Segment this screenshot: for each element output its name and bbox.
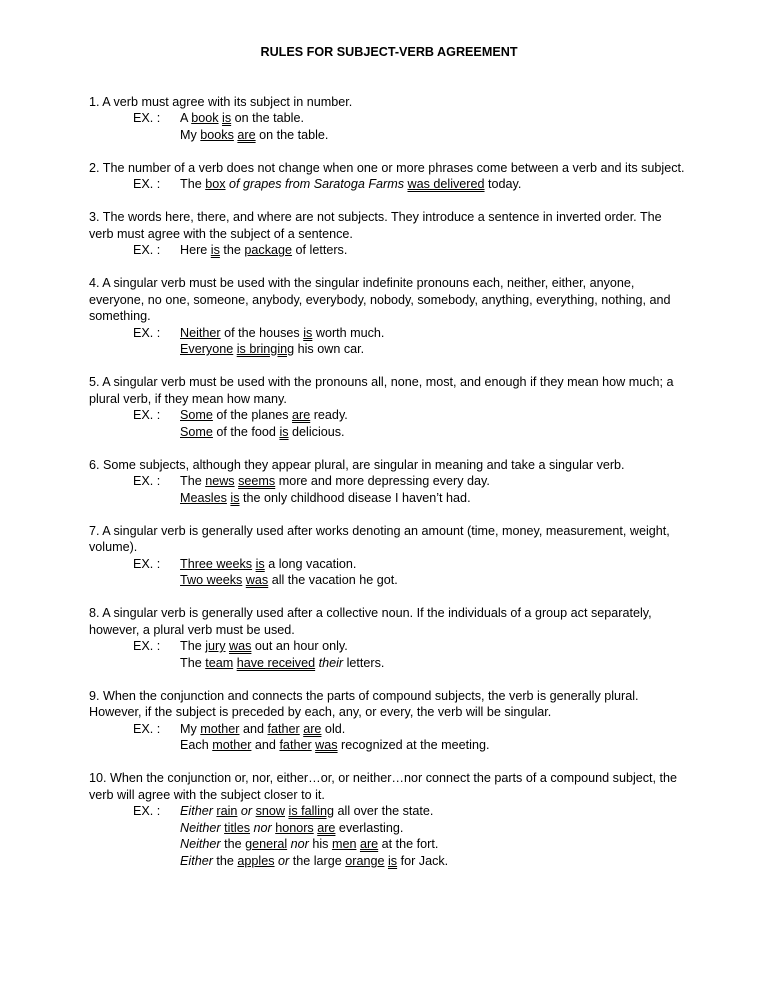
example-sentence [89,721,689,738]
verb-double-underlined: was [229,639,252,653]
italic-text: or [278,853,290,868]
verb-double-underlined: is [303,325,313,340]
italic-text: Either [180,804,213,818]
rule-6 [89,457,689,507]
subject-underlined: news [205,474,235,488]
verb-double-underlined: seems [238,474,276,488]
example-text: the [212,853,238,868]
example-label: EX. : [133,804,161,818]
example-text: My [180,721,201,736]
example-text: and [239,721,268,736]
verb-double-underlined: are [292,408,311,422]
example-text: on the table. [231,111,304,125]
example-text: recognized at the meeting. [337,738,490,752]
verb-double-underlined: is [387,853,398,868]
rule-text: 6. Some subjects, although they appear plural, are singular in meaning and take a singular verb. [89,457,625,472]
example-text: The [180,474,206,488]
example-text: worth much. [312,325,385,340]
example-sentence [89,490,689,507]
italic-text: Neither [180,837,221,851]
subject-underlined: titles [224,820,251,835]
rule-text: 8. A singular verb is generally used after a collective noun. If the individuals of a group act separately, however, a plural verb must be used. [89,606,652,637]
example-sentence [89,424,689,441]
subject-underlined: book [191,111,219,125]
example-text: the only childhood disease I haven’t had. [239,490,471,505]
example-sentence [89,836,689,853]
example-text: Each [180,738,213,752]
example-label: EX. : [133,325,161,340]
subject-underlined: jury [205,639,226,653]
rule-4 [89,275,689,358]
example-sentence [89,176,689,193]
subject-underlined: team [205,655,234,670]
example-label: EX. : [133,639,161,653]
subject-underlined: Three weeks [180,556,253,571]
subject-underlined: mother [200,721,240,736]
example-text: today. [484,177,522,191]
subject-underlined: Neither [180,325,221,340]
example-text: delicious. [288,424,345,439]
example-text: ready. [310,408,348,422]
example-sentence [89,853,689,870]
example-sentence [89,638,689,655]
rule-7 [89,523,689,589]
subject-underlined: father [267,721,300,736]
example-sentence [89,325,689,342]
example-sentence [89,341,689,358]
rule-5 [89,374,689,440]
verb-double-underlined: was [245,573,269,587]
subject-underlined: Two weeks [180,573,243,587]
example-sentence [89,473,689,490]
example-sentence [89,820,689,837]
example-text: of the planes [212,408,293,422]
example-label: EX. : [133,474,161,488]
page-title: RULES FOR SUBJECT-VERB AGREEMENT [260,45,518,59]
italic-text: Either [180,853,213,868]
rule-text: 9. When the conjunction and connects the parts of compound subjects, the verb is generally plural. However, if the subject is preceded by each, any, or every, the verb will be singular. [89,688,639,719]
subject-underlined: books [200,127,234,142]
example-text: letters. [343,655,385,670]
example-label: EX. : [133,111,161,125]
example-sentence [89,803,689,820]
example-text: his own car. [294,342,365,356]
verb-double-underlined: are [359,837,379,851]
example-text: the large [289,853,346,868]
rule-text: 1. A verb must agree with its subject in number. [89,94,353,109]
rule-10 [89,770,689,869]
example-sentence [89,110,689,127]
example-sentence [89,737,689,754]
example-text: A [180,111,192,125]
verb-double-underlined: are [303,721,322,736]
example-text: Here [180,243,211,257]
example-text: at the fort. [378,837,439,851]
example-text: for Jack. [397,853,449,868]
example-sentence [89,242,689,259]
document-page [89,44,689,886]
rule-1 [89,94,689,144]
rules-list [89,94,689,870]
example-text: of the houses [220,325,304,340]
rule-9 [89,688,689,754]
example-sentence [89,127,689,144]
example-text: all the vacation he got. [268,573,398,587]
subject-underlined: mother [212,738,252,752]
subject-underlined: Some [180,408,213,422]
example-sentence [89,407,689,424]
rule-text: 10. When the conjunction or, nor, either…or, or neither…nor connect the parts of a compound subject, the verb will agree with the subject closer to it. [89,771,678,802]
example-text: more and more depressing every day. [275,474,490,488]
italic-text: or [240,804,253,818]
rule-text: 7. A singular verb is generally used after works denoting an amount (time, money, measurement, weight, volume). [89,523,670,554]
verb-double-underlined: have received [236,655,316,670]
verb-double-underlined: is bringing [236,342,295,356]
italic-text: nor [253,820,272,835]
rule-text: 4. A singular verb must be used with the singular indefinite pronouns each, neither, either, anyone, everyone, no one, someone, anybody, everybody, nobody, somebody, anything, everything, nothing, and something. [89,276,671,323]
example-text: The [180,177,206,191]
example-label: EX. : [133,177,161,191]
example-label: EX. : [133,408,161,422]
example-sentence [89,556,689,573]
example-sentence [89,572,689,589]
subject-underlined: honors [275,820,314,835]
subject-underlined: apples [237,853,275,868]
verb-double-underlined: is [230,490,240,505]
example-sentence [89,655,689,672]
rule-3 [89,209,689,259]
verb-double-underlined: was delivered [407,177,485,191]
example-text: his [308,837,332,851]
example-label: EX. : [133,721,161,736]
italic-text: Neither [180,820,221,835]
subject-underlined: Measles [180,490,227,505]
subject-underlined: father [279,738,312,752]
example-text: of the food [212,424,280,439]
example-text: on the table. [255,127,329,142]
verb-double-underlined: is [222,111,232,125]
subject-underlined: general [245,837,288,851]
subject-underlined: orange [345,853,385,868]
example-text: of letters. [292,243,348,257]
rule-2 [89,160,689,193]
example-text: out an hour only. [251,639,348,653]
example-text: a long vacation. [264,556,357,571]
example-text: the [219,243,245,257]
subject-underlined: Everyone [180,342,234,356]
rule-text: 2. The number of a verb does not change when one or more phrases come between a verb and its subject. [89,160,685,175]
verb-double-underlined: was [315,738,338,752]
italic-text: their [318,655,344,670]
example-text: The [180,639,206,653]
rule-text: 3. The words here, there, and where are not subjects. They introduce a sentence in inverted order. The verb must agree with the subject of a sentence. [89,210,662,241]
verb-double-underlined: is [279,424,289,439]
verb-double-underlined: is [210,243,220,257]
verb-double-underlined: are [317,820,336,835]
italic-text: nor [290,837,309,851]
subject-underlined: package [244,243,293,257]
subject-underlined: box [205,177,226,191]
example-text: The [180,655,206,670]
example-text: all over the state. [334,804,434,818]
verb-double-underlined: are [237,127,256,142]
example-label: EX. : [133,556,161,571]
subject-underlined: men [331,837,357,851]
rule-text: 5. A singular verb must be used with the pronouns all, none, most, and enough if they mean how much; a plural verb, if they mean how many. [89,375,674,406]
example-label: EX. : [133,243,161,257]
example-text: everlasting. [335,820,404,835]
example-text: My [180,127,201,142]
subject-underlined: Some [180,424,213,439]
example-text: the [220,837,246,851]
example-text: old. [321,721,346,736]
verb-double-underlined: is [255,556,265,571]
subject-underlined: rain [216,804,238,818]
rule-8 [89,605,689,671]
subject-underlined: snow [255,804,286,818]
example-text: and [251,738,280,752]
italic-text: of grapes from Saratoga Farms [229,177,404,191]
verb-double-underlined: is falling [288,804,335,818]
